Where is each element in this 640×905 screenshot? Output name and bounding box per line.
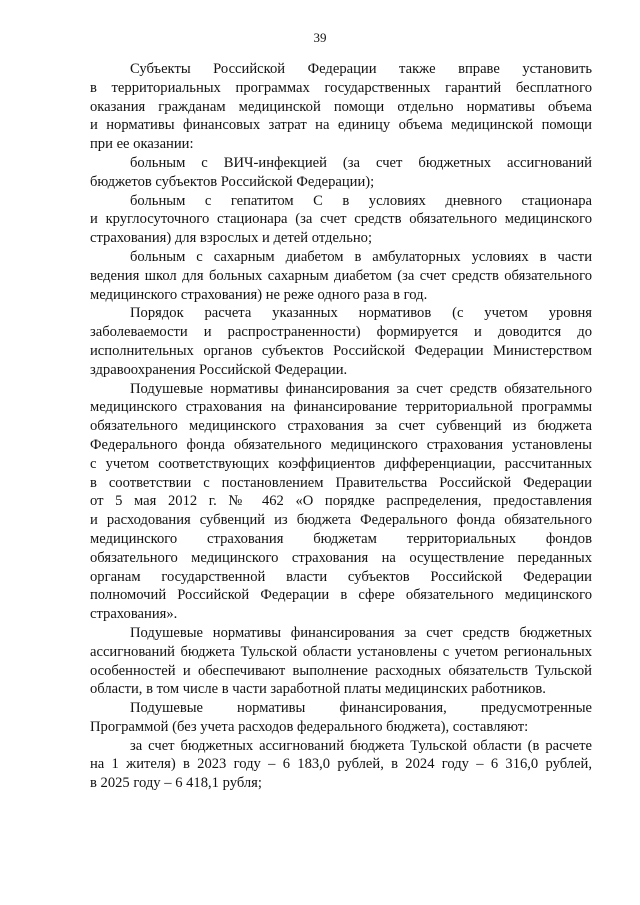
text-line: за счет бюджетных ассигнований бюджета Тульской области (в расчете [130, 737, 592, 754]
text-line: Порядок расчета указанных нормативов (с учетом уровня [130, 305, 592, 322]
text-line: в соответствии с постановлением Правительства Российской Федерации [90, 474, 592, 491]
text-line: при ее оказании: [90, 136, 194, 153]
text-line: особенностей и обеспечивают выполнение расходных обязательств Тульской [90, 662, 592, 679]
text-line: заболеваемости и распространенности) формируется и доводится до [90, 324, 592, 341]
document-body [90, 60, 592, 793]
text-line: Подушевые нормативы финансирования за счет средств обязательного [130, 380, 592, 397]
text-line: Федерального фонда обязательного медицинского страхования установлены [90, 436, 592, 453]
text-line: больным с гепатитом С в условиях дневного стационара [130, 192, 592, 209]
text-line: в 2025 году – 6 418,1 рубля; [90, 775, 262, 792]
text-line: Программой (без учета расходов федерального бюджета), составляют: [90, 718, 529, 735]
text-line: от 5 мая 2012 г. № 462 «О порядке распределения, предоставления [90, 493, 592, 510]
text-line: оказания гражданам медицинской помощи отдельно нормативы объема [90, 98, 592, 115]
paragraph-subjects-rights [90, 60, 592, 154]
text-line: органам государственной власти субъектов Российской Федерации [90, 568, 592, 585]
text-line: медицинского страхования бюджетам территориальных фондов [90, 530, 592, 547]
text-line: и нормативы финансовых затрат на единицу объема медицинской помощи [90, 117, 592, 134]
text-line: исполнительных органов субъектов Российской Федерации Министерством [90, 342, 592, 359]
text-line: бюджетов субъектов Российской Федерации); [90, 173, 375, 190]
text-line: и расходования субвенций из бюджета Федерального фонда обязательного [90, 512, 592, 529]
paragraph-per-capita-amounts [90, 737, 592, 793]
paragraph-calculation-order [90, 304, 592, 379]
text-line: Подушевые нормативы финансирования за счет средств бюджетных [130, 624, 592, 641]
text-line: обязательного медицинского страхования на осуществление переданных [90, 549, 592, 566]
text-line: страхования». [90, 606, 178, 623]
paragraph-diabetes-patients [90, 248, 592, 304]
text-line: ассигнований бюджета Тульской области установлены с учетом региональных [90, 643, 592, 660]
text-line: больным с ВИЧ-инфекцией (за счет бюджетных ассигнований [130, 154, 592, 171]
text-line: Подушевые нормативы финансирования, предусмотренные [130, 700, 592, 717]
paragraph-program-standards [90, 699, 592, 737]
text-line: больным с сахарным диабетом в амбулаторных условиях в части [130, 248, 592, 265]
text-line: обязательного медицинского страхования за счет субвенций из бюджета [90, 418, 592, 435]
text-line: здравоохранения Российской Федерации. [90, 361, 348, 378]
paragraph-hiv-patients [90, 154, 592, 192]
text-line: с учетом соответствующих коэффициентов дифференциации, рассчитанных [90, 455, 592, 472]
paragraph-hepatitis-patients [90, 192, 592, 248]
text-line: и круглосуточного стационара (за счет средств обязательного медицинского [90, 211, 592, 228]
text-line: медицинского страхования на финансирование территориальной программы [90, 399, 592, 416]
text-line: в территориальных программах государственных гарантий бесплатного [90, 79, 592, 96]
page-number: 39 [313, 30, 327, 45]
text-line: ведения школ для больных сахарным диабетом (за счет средств обязательного [90, 267, 592, 284]
paragraph-tula-budget-standards [90, 624, 592, 699]
text-line: области, в том числе в части заработной платы медицинских работников. [90, 681, 546, 698]
text-line: медицинского страхования) не реже одного раза в год. [90, 286, 428, 303]
text-line: полномочий Российской Федерации в сфере обязательного медицинского [90, 587, 592, 604]
text-line: на 1 жителя) в 2023 году – 6 183,0 рублей, в 2024 году – 6 316,0 рублей, [90, 756, 592, 773]
text-line: страхования) для взрослых и детей отдельно; [90, 230, 373, 247]
paragraph-oms-per-capita-standards [90, 380, 592, 624]
text-line: Субъекты Российской Федерации также вправе установить [130, 61, 592, 77]
